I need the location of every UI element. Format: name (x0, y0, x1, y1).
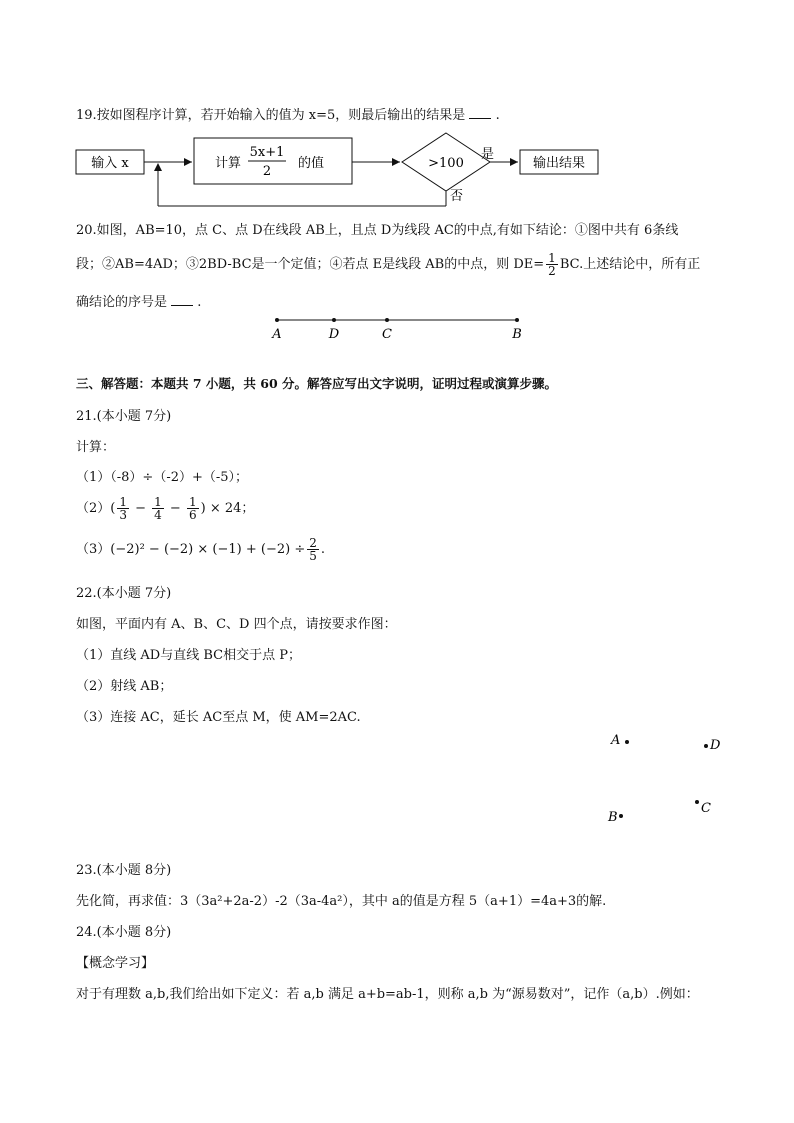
arrow-head-icon (184, 158, 192, 166)
point-b (515, 318, 519, 322)
label-d: D (328, 327, 340, 342)
output-label: 输出结果 (532, 156, 586, 171)
answer-blank (469, 108, 491, 119)
compute-suffix: 的值 (298, 156, 325, 171)
q21-part2: （2）( $\frac{1}{3}$ − $\frac{1}{4}$ − $\frac{1}{6}$ ) × 24； (76, 495, 255, 522)
frac-1-4 (152, 496, 164, 521)
frac-den: 4 (154, 508, 162, 522)
point-d (332, 318, 336, 322)
q20-line2-b: BC.上述结论中，所有正 (559, 257, 701, 272)
frac-2-5 (307, 537, 319, 562)
q21-header: 21.(本小题 7分) (76, 409, 172, 424)
frac-num: 1 (188, 495, 197, 509)
arrow-head-icon (510, 158, 518, 166)
input-label: 输入 x (91, 156, 129, 171)
q21-p2-prefix: （2）( (76, 501, 116, 516)
yes-label: 是 (481, 147, 495, 162)
answer-blank (171, 295, 193, 306)
q24-text: 对于有理数 a,b,我们给出如下定义：若 a,b 满足 a+b=ab-1，则称 a,b 为“源易数对”，记作（a,b）.例如： (76, 987, 699, 1002)
point-b (619, 814, 623, 818)
q20-line2 (76, 252, 700, 277)
q20-frac-den: 2 (548, 264, 556, 278)
q20-frac-num: 1 (548, 251, 556, 265)
q23-header: 23.(本小题 8分) (76, 863, 172, 878)
point-d-label: D (710, 738, 721, 753)
q21-part3 (76, 537, 325, 562)
label-c: C (382, 327, 392, 342)
q20-line1: 20.如图，AB=10，点 C、点 D在线段 AB上，且点 D为线段 AC的中点,有如下结论：①图中共有 6条线 (76, 223, 679, 238)
point-d (704, 744, 708, 748)
frac-den: 3 (119, 508, 127, 522)
q20-line2-a: 段；②AB=4AD；③2BD-BC是一个定值；④若点 E是线段 AB的中点，则 DE= (76, 257, 545, 272)
q24-concept: 【概念学习】 (76, 956, 155, 971)
q20-line3-text: 确结论的序号是 (76, 295, 168, 310)
frac-num: 1 (154, 495, 162, 509)
q21-intro: 计算： (76, 440, 116, 455)
q19-statement: 19.按如图程序计算，若开始输入的值为 x=5，则最后输出的结果是 (76, 108, 466, 123)
no-label: 否 (450, 189, 464, 204)
arrow-head-icon (392, 158, 400, 166)
q22-part3: （3）连接 AC，延长 AC至点 M，使 AM=2AC. (76, 710, 361, 725)
q24-header: 24.(本小题 8分) (76, 925, 172, 940)
compute-frac-den: 2 (262, 164, 272, 179)
q22-intro: 如图，平面内有 A、B、C、D 四个点，请按要求作图： (76, 617, 397, 632)
q22-part1: （1）直线 AD与直线 BC相交于点 P； (76, 648, 301, 663)
section-header: 三、解答题：本题共 7 小题，共 60 分。解答应写出文字说明，证明过程或演算步骤。 (76, 376, 558, 391)
point-a (275, 318, 279, 322)
frac-den: 5 (309, 549, 317, 563)
q22-points-figure (600, 725, 740, 835)
q22-part2: （2）射线 AB； (76, 679, 173, 694)
q21-p3-prefix: （3）(−2)² − (−2) × (−1) + (−2) ÷ (76, 542, 306, 557)
q22-header: 22.(本小题 7分) (76, 586, 172, 601)
q19-flowchart (70, 130, 610, 210)
condition-label: >100 (428, 156, 464, 171)
label-b: B (512, 327, 522, 342)
q20-line3-tail: . (197, 295, 202, 310)
point-c-label: C (701, 801, 711, 816)
point-a-label: A (611, 733, 621, 748)
frac-1-6 (187, 496, 199, 521)
q20-segment-figure (268, 312, 538, 344)
q21-p3-suffix: . (320, 542, 325, 557)
q20-line3 (76, 291, 201, 310)
point-c (695, 800, 699, 804)
q23-text: 先化简，再求值：3（3a²+2a-2）-2（3a-4a²），其中 a的值是方程 5（a+1）=4a+3的解. (76, 894, 607, 909)
frac-num: 2 (309, 536, 317, 550)
q21-part1: （1）（-8）÷（-2）+（-5）； (76, 470, 249, 485)
compute-prefix: 计算 (215, 156, 242, 171)
q20-fraction (546, 252, 558, 277)
q21-p2-suffix: ) × 24； (200, 501, 255, 516)
frac-num: 1 (119, 495, 127, 509)
point-b-label: B (608, 810, 618, 825)
q19-tail: . (495, 108, 500, 123)
frac-den: 6 (188, 508, 197, 522)
point-c (385, 318, 389, 322)
point-a (625, 740, 629, 744)
frac-1-3 (117, 496, 129, 521)
compute-frac-num: 5x+1 (249, 145, 285, 160)
label-a: A (272, 327, 282, 342)
arrow-head-icon (154, 163, 162, 171)
q19-text (76, 104, 500, 123)
